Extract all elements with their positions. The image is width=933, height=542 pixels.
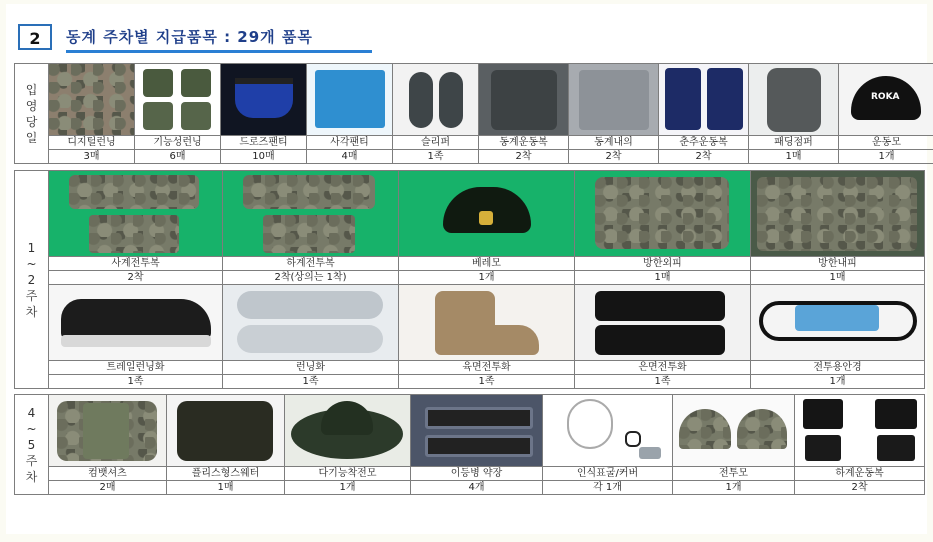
item-qty: 4개 xyxy=(411,481,543,495)
item-image-four-season-combat-uniform xyxy=(49,171,223,257)
item-qty: 2착 xyxy=(659,150,749,164)
item-name: 육면전투화 xyxy=(399,361,575,375)
item-qty: 1매 xyxy=(575,271,751,285)
item-name: 춘추운동복 xyxy=(659,136,749,150)
item-image-boxer-shorts xyxy=(307,64,393,136)
item-name: 플리스형스웨터 xyxy=(167,467,285,481)
item-qty: 1족 xyxy=(223,375,399,389)
item-name: 드로즈팬티 xyxy=(221,136,307,150)
document-page xyxy=(6,4,927,534)
items-table-day1 xyxy=(14,63,933,164)
item-image-combat-shirt xyxy=(49,395,167,467)
item-qty: 1매 xyxy=(167,481,285,495)
item-image-winter-underwear xyxy=(569,64,659,136)
item-qty: 1족 xyxy=(49,375,223,389)
item-image-functional-running xyxy=(135,64,221,136)
item-image-dog-tag-and-cover xyxy=(543,395,673,467)
item-name: 은면전투화 xyxy=(575,361,751,375)
item-name: 슬리퍼 xyxy=(393,136,479,150)
item-image-combat-goggles xyxy=(751,285,925,361)
item-qty: 2착 xyxy=(49,271,223,285)
item-image-spring-sportswear xyxy=(659,64,749,136)
row-label-week4-5: 4 ~ 5 주 차 xyxy=(15,395,49,495)
item-qty: 2착 xyxy=(569,150,659,164)
item-name: 다기능착전모 xyxy=(285,467,411,481)
item-qty: 2착(상의는 1착) xyxy=(223,271,399,285)
item-name: 기능성런닝 xyxy=(135,136,221,150)
item-qty: 1족 xyxy=(399,375,575,389)
item-image-running-shoes xyxy=(223,285,399,361)
item-image-leather-combat-boots xyxy=(575,285,751,361)
item-qty: 2착 xyxy=(795,481,925,495)
item-name: 트레일런닝화 xyxy=(49,361,223,375)
item-qty: 1족 xyxy=(575,375,751,389)
item-name: 패딩점퍼 xyxy=(749,136,839,150)
item-image-trail-running-shoes xyxy=(49,285,223,361)
item-qty: 1개 xyxy=(399,271,575,285)
section-title: 동계 주차별 지급품목 : 29개 품목 xyxy=(66,28,313,46)
brand-logo: ROKA xyxy=(871,92,900,102)
item-name: 방한내피 xyxy=(751,257,925,271)
row-label-day1: 입 영 당 일 xyxy=(15,64,49,164)
item-name: 인식표굴/커버 xyxy=(543,467,673,481)
item-name: 방한외피 xyxy=(575,257,751,271)
item-qty: 1족 xyxy=(393,150,479,164)
item-image-summer-combat-uniform xyxy=(223,171,399,257)
item-image-fleece-sweater xyxy=(167,395,285,467)
item-image-summer-sportswear xyxy=(795,395,925,467)
item-qty: 1개 xyxy=(839,150,933,164)
item-image-slippers xyxy=(393,64,479,136)
item-name: 컴뱃셔츠 xyxy=(49,467,167,481)
item-image-beret xyxy=(399,171,575,257)
item-qty: 2착 xyxy=(479,150,569,164)
item-qty: 1매 xyxy=(751,271,925,285)
item-qty: 각 1개 xyxy=(543,481,673,495)
item-name: 동계운동복 xyxy=(479,136,569,150)
item-name: 하계운동복 xyxy=(795,467,925,481)
item-image-combat-cap xyxy=(673,395,795,467)
item-name: 전투용안경 xyxy=(751,361,925,375)
item-image-sports-cap xyxy=(839,64,933,136)
item-image-multi-purpose-hat xyxy=(285,395,411,467)
item-qty: 1개 xyxy=(751,375,925,389)
item-name: 런닝화 xyxy=(223,361,399,375)
item-image-winter-sportswear xyxy=(479,64,569,136)
items-table-week1-2 xyxy=(14,170,925,389)
item-qty: 6매 xyxy=(135,150,221,164)
item-name: 디지털런닝 xyxy=(49,136,135,150)
item-image-padded-jumper xyxy=(749,64,839,136)
item-name: 베레모 xyxy=(399,257,575,271)
item-image-cold-weather-liner xyxy=(751,171,925,257)
item-image-suede-combat-boots xyxy=(399,285,575,361)
row-label-week1-2: 1 ~ 2 주 차 xyxy=(15,171,49,389)
item-qty: 10매 xyxy=(221,150,307,164)
section-number: 2 xyxy=(18,24,52,50)
item-image-cold-weather-outer xyxy=(575,171,751,257)
item-name: 전투모 xyxy=(673,467,795,481)
item-image-digital-running xyxy=(49,64,135,136)
item-name: 사계전투복 xyxy=(49,257,223,271)
item-qty: 4매 xyxy=(307,150,393,164)
item-name: 이등병 약장 xyxy=(411,467,543,481)
item-name: 운동모 xyxy=(839,136,933,150)
item-name: 하계전투복 xyxy=(223,257,399,271)
item-image-private-rank-insignia xyxy=(411,395,543,467)
item-qty: 1개 xyxy=(285,481,411,495)
item-name: 사각팬티 xyxy=(307,136,393,150)
item-qty: 1매 xyxy=(749,150,839,164)
item-qty: 1개 xyxy=(673,481,795,495)
item-image-drawers xyxy=(221,64,307,136)
items-table-week4-5 xyxy=(14,394,925,495)
item-name: 동계내의 xyxy=(569,136,659,150)
title-underline xyxy=(66,50,372,53)
item-qty: 3매 xyxy=(49,150,135,164)
item-qty: 2매 xyxy=(49,481,167,495)
